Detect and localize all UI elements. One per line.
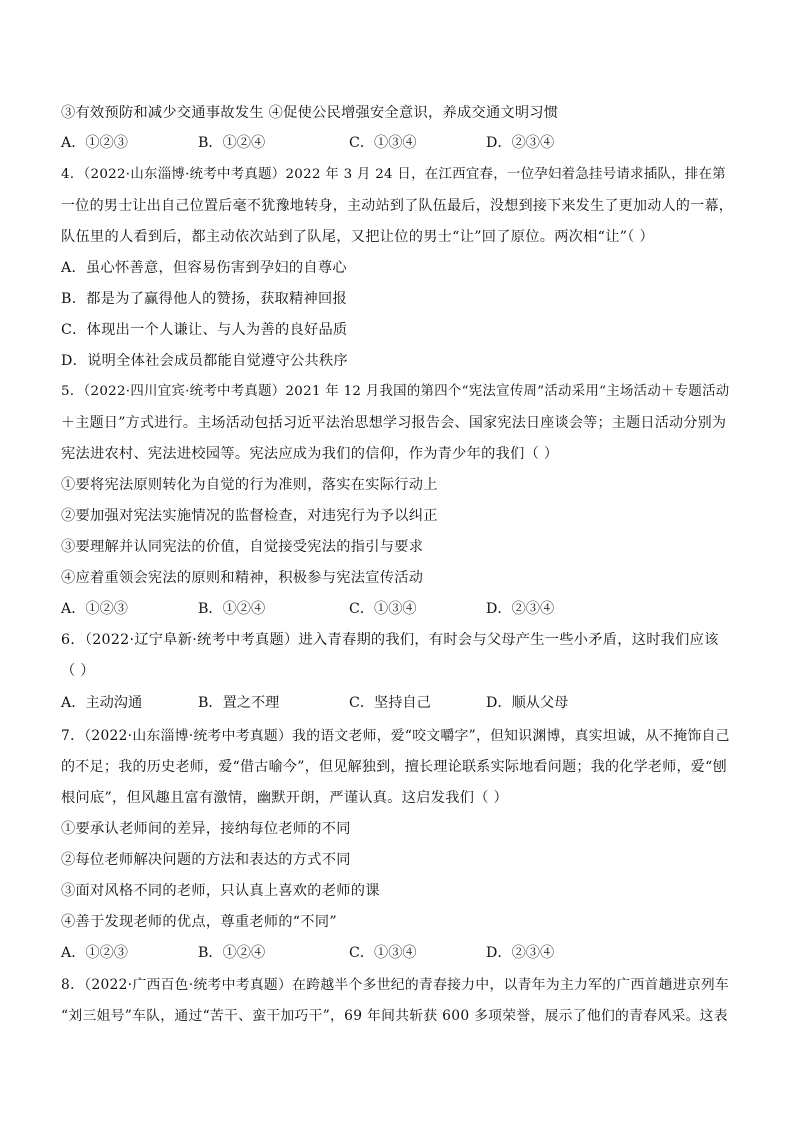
q7-item-3: ③面对风格不同的老师，只认真上喜欢的老师的课 — [61, 883, 380, 899]
q8-stem-line-1: 8．（2022·广西百色·统考中考真题）在跨越半个多世纪的青春接力中，以青年为主力军的广西首趟进京列车 — [61, 977, 730, 993]
q4-stem-line-2: 一位的男士让出自己位置后毫不犹豫地转身，主动站到了队伍最后，没想到接下来发生了更加动人的一幕， — [61, 198, 734, 214]
q5-item-3: ③要理解并认同宪法的价值，自觉接受宪法的指引与要求 — [61, 539, 424, 555]
q5-stem-line-2: ＋主题日”方式进行。主场活动包括习近平法治思想学习报告会、国家宪法日座谈会等；主题日活动分别为 — [61, 415, 727, 431]
option-d: D．②③④ — [486, 135, 555, 151]
q8-stem-line-2: “刘三姐号”车队，通过“苦干、蛮干加巧干”，69 年间共斩获 600 多项荣誉，展示了他们的青春风采。这表 — [61, 1008, 728, 1024]
q4-choice-d: D．说明全体社会成员都能自觉遵守公共秩序 — [61, 353, 348, 369]
q4-choice-b: B．都是为了赢得他人的赞扬，获取精神回报 — [61, 291, 347, 307]
option-b: B．置之不理 — [198, 695, 280, 711]
q7-stem-line-2: 的不足；我的历史老师，爱“借古喻今”，但见解独到，擅长理论联系实际地看问题；我的化学老师，爱“刨 — [61, 759, 727, 775]
option-d: D．②③④ — [486, 945, 555, 961]
q7-stem-line-3: 根问底”，但风趣且富有激情，幽默开朗，严谨认真。这启发我们（ ） — [61, 790, 508, 806]
option-c: C．坚持自己 — [349, 695, 431, 711]
q4-choice-c: C．体现出一个人谦让、与人为善的良好品质 — [61, 322, 348, 338]
option-c: C．①③④ — [349, 601, 417, 617]
option-b: B．①②④ — [198, 945, 266, 961]
option-d: D．②③④ — [486, 601, 555, 617]
top-statement-line: ③有效预防和减少交通事故发生 ④促使公民增强安全意识，养成交通文明习惯 — [61, 105, 559, 121]
q5-stem-line-1: 5．（2022·四川宜宾·统考中考真题）2021 年 12 月我国的第四个“宪法宣传周”活动采用“主场活动＋专题活动 — [61, 384, 730, 399]
option-b: B．①②④ — [198, 135, 266, 151]
q5-item-1: ①要将宪法原则转化为自觉的行为准则，落实在实际行动上 — [61, 477, 438, 493]
q5-stem-line-3: 宪法进农村、宪法进校园等。宪法应成为我们的信仰，作为青少年的我们（ ） — [61, 446, 559, 462]
option-d: D．顺从父母 — [486, 695, 569, 711]
option-a: A．主动沟通 — [61, 695, 143, 711]
option-b: B．①②④ — [198, 601, 266, 617]
q7-item-2: ②每位老师解决问题的方法和表达的方式不同 — [61, 852, 351, 868]
q6-stem-line-1: 6．（2022·辽宁阜新·统考中考真题）进入青春期的我们，有时会与父母产生一些小矛盾，这时我们应该 — [61, 632, 719, 648]
q5-item-2: ②要加强对宪法实施情况的监督检查，对违宪行为予以纠正 — [61, 508, 438, 524]
q4-stem-line-3: 队伍里的人看到后，都主动依次站到了队尾，又把让位的男士“让”回了原位。两次相“让”（ ） — [61, 229, 654, 245]
option-c: C．①③④ — [349, 135, 417, 151]
q7-stem-line-1: 7．（2022·山东淄博·统考中考真题）我的语文老师，爱“咬文嚼字”，但知识渊博，真实坦诚，从不掩饰自己 — [61, 728, 730, 744]
option-a: A．①②③ — [61, 601, 128, 617]
option-c: C．①③④ — [349, 945, 417, 961]
q7-item-1: ①要承认老师间的差异，接纳每位老师的不同 — [61, 821, 351, 837]
option-a: A．①②③ — [61, 945, 128, 961]
q4-choice-a: A．虽心怀善意，但容易伤害到孕妇的自尊心 — [61, 260, 347, 276]
option-a: A．①②③ — [61, 135, 128, 151]
q6-stem-line-2: （ ） — [61, 663, 95, 679]
q5-item-4: ④应着重领会宪法的原则和精神，积极参与宪法宣传活动 — [61, 570, 424, 586]
q4-stem-line-1: 4．（2022·山东淄博·统考中考真题）2022 年 3 月 24 日，在江西宜春，一位孕妇着急挂号请求插队，排在第 — [61, 167, 726, 182]
q7-item-4: ④善于发现老师的优点，尊重老师的“不同” — [61, 914, 337, 930]
